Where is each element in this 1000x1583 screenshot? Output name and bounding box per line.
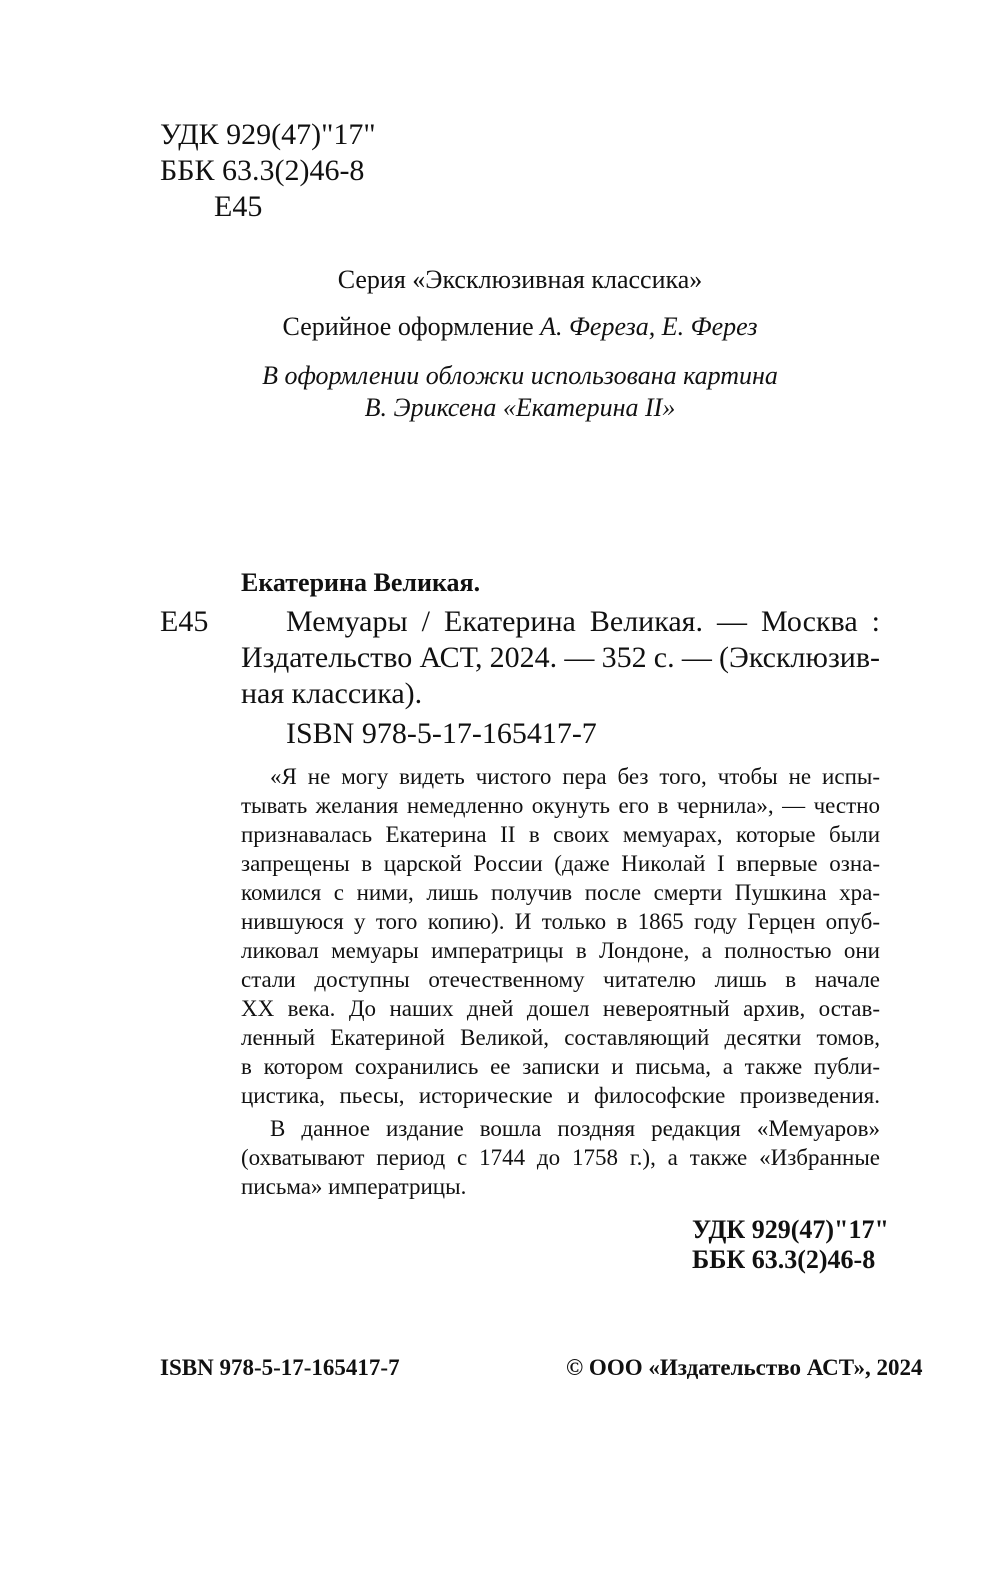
series-design-line: [160, 311, 880, 342]
annotation-line: (охватывают период с 1744 до 1758 г.), а также «Избранные: [241, 1145, 880, 1170]
series-design-prefix: Серийное оформление: [282, 312, 541, 341]
annotation-line: нившуюся у того копию). И только в 1865 году Герцен опуб-: [241, 909, 880, 934]
udk-code-bottom: УДК 929(47)"17": [692, 1215, 889, 1244]
bbk-code-top: ББК 63.3(2)46-8: [160, 154, 365, 187]
entry-author-mark: Е45: [160, 605, 209, 638]
entry-desc-line-3: ная классика).: [241, 677, 423, 710]
annotation-line: «Я не могу видеть чистого пера без того, чтобы не испы-: [270, 764, 880, 789]
annotation-line: в котором сохранились ее записки и письма, а также публи-: [241, 1054, 880, 1079]
annotation-line: цистика, пьесы, исторические и философские произведения.: [241, 1083, 880, 1108]
entry-desc-line-1: Мемуары / Екатерина Великая. — Москва :: [286, 605, 880, 638]
series-line: Серия «Эксклюзивная классика»: [337, 265, 703, 294]
footer-copyright: © ООО «Издательство АСТ», 2024: [566, 1355, 923, 1380]
entry-desc-line-2: Издательство АСТ, 2024. — 352 с. — (Эксклюзив-: [241, 641, 881, 674]
annotation-line: В данное издание вошла поздняя редакция «Мемуаров»: [270, 1116, 880, 1141]
annotation-line: стали доступны отечественному читателю лишь в начале: [241, 967, 880, 992]
entry-heading: Екатерина Великая.: [241, 568, 481, 597]
annotation-line: XX века. До наших дней дошел невероятный архив, остав-: [241, 996, 880, 1021]
bbk-code-bottom: ББК 63.3(2)46-8: [692, 1245, 876, 1274]
footer-isbn: ISBN 978-5-17-165417-7: [160, 1355, 400, 1380]
udk-code-top: УДК 929(47)"17": [160, 118, 376, 151]
entry-isbn: ISBN 978-5-17-165417-7: [286, 717, 597, 750]
annotation-line: тывать желания немедленно окунуть его в чернила», — честно: [241, 793, 880, 818]
cover-credit-line-1: В оформлении обложки использована картина: [262, 361, 778, 390]
series-design-names: А. Фереза, Е. Ферез: [540, 312, 758, 341]
annotation-line: запрещены в царской России (даже Николай I впервые озна-: [241, 851, 880, 876]
annotation-line: ликовал мемуары императрицы в Лондоне, а полностью они: [241, 938, 880, 963]
cover-credit-line-2: В. Эриксена «Екатерина II»: [364, 393, 676, 422]
annotation-line: признавалась Екатерина II в своих мемуарах, которые были: [241, 822, 880, 847]
annotation-line: ленный Екатериной Великой, составляющий десятки томов,: [241, 1025, 880, 1050]
annotation-line: письма» императрицы.: [241, 1174, 467, 1199]
author-mark-top: Е45: [214, 190, 263, 223]
annotation-line: комился с ними, лишь получив после смерти Пушкина хра-: [241, 880, 880, 905]
